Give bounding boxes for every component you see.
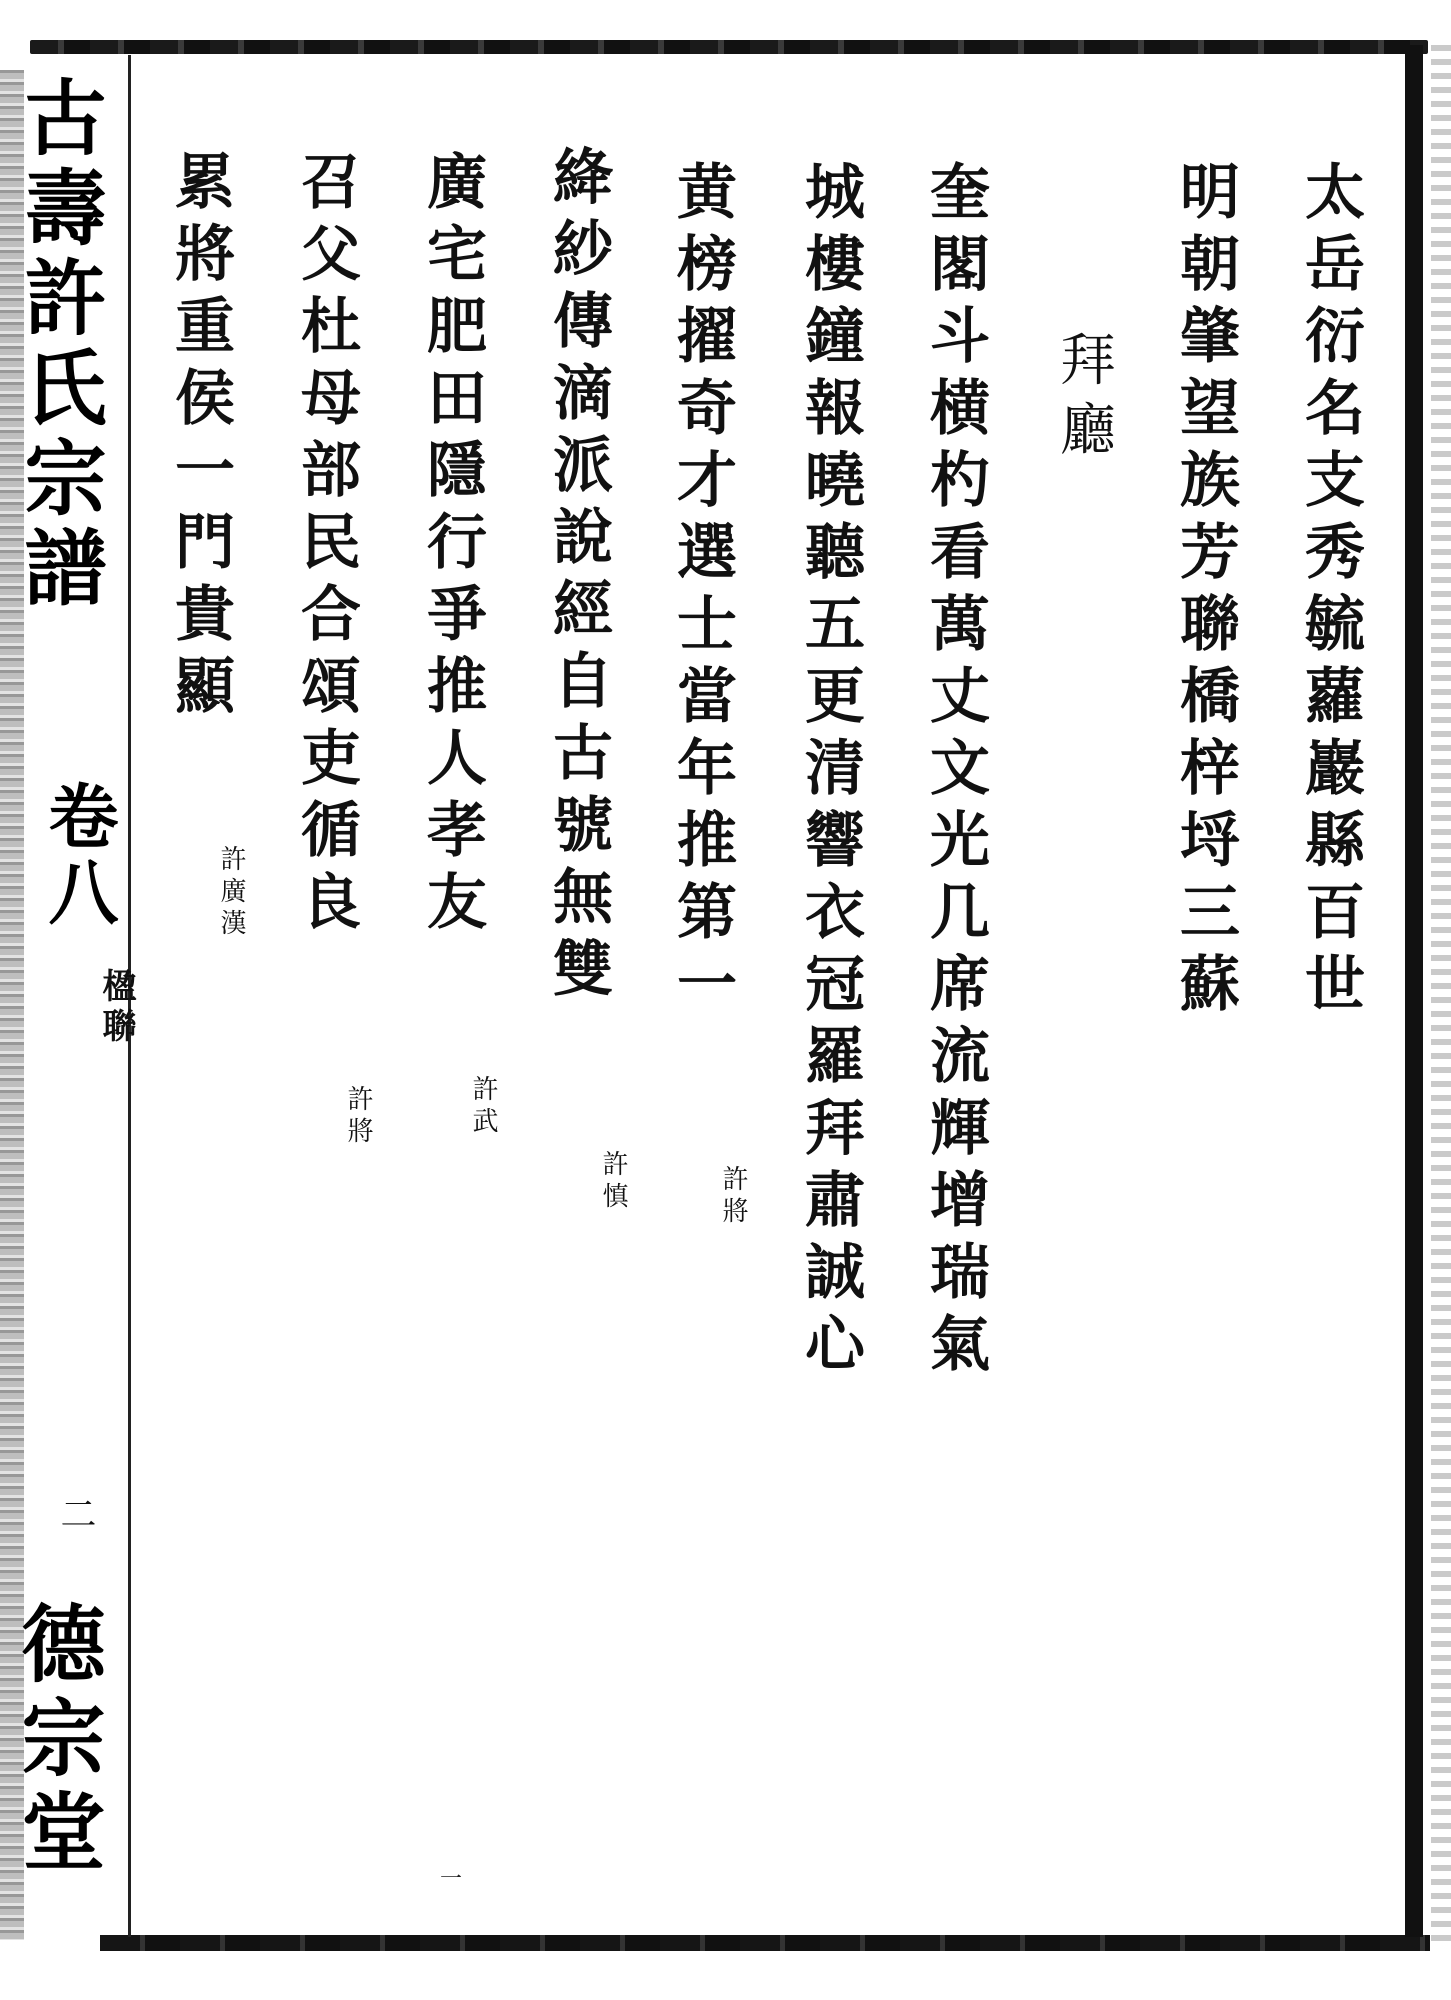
section-label: 楹聯: [96, 968, 136, 1048]
hall-name: 德宗堂: [8, 1600, 107, 1882]
verse-column: 太岳衍名支秀毓蘿巖縣百世: [1295, 160, 1365, 1024]
page-edge-texture: [1431, 45, 1451, 1945]
attribution-note: 許廣漢: [216, 845, 246, 941]
verse-column: 絳紗傳滴派說經自古號無雙: [543, 145, 613, 1009]
top-border-rule: [30, 40, 1428, 54]
page-number: 二: [55, 1495, 96, 1537]
stray-mark: 一: [440, 1867, 463, 1892]
verse-column: 奎閣斗横杓看萬丈文光几席流輝增瑞氣: [920, 160, 990, 1384]
book-title: 古壽許氏宗譜: [11, 75, 107, 615]
verse-column: 黄榜擢奇才選士當年推第一: [667, 160, 737, 1024]
attribution-note: 許慎: [598, 1150, 628, 1214]
verse-column: 明朝肇望族芳聯橋梓埒三蘇: [1170, 160, 1240, 1024]
verse-column: 累將重侯一門貴顯: [165, 150, 235, 726]
verse-column: 城樓鐘報曉聽五更清響衣冠羅拜肅誠心: [795, 160, 865, 1384]
attribution-note: 許將: [343, 1085, 373, 1149]
verse-column: 廣宅肥田隱行爭推人孝友: [417, 150, 487, 942]
section-heading: 拜廳: [1051, 330, 1116, 470]
right-frame-bar: [1405, 45, 1423, 1937]
attribution-note: 許武: [468, 1075, 498, 1139]
bottom-border-rule: [100, 1935, 1430, 1951]
attribution-note: 許將: [718, 1165, 748, 1229]
verse-column: 召父杜母部民合頌吏循良: [291, 150, 361, 942]
volume-label: 卷八: [37, 780, 120, 932]
